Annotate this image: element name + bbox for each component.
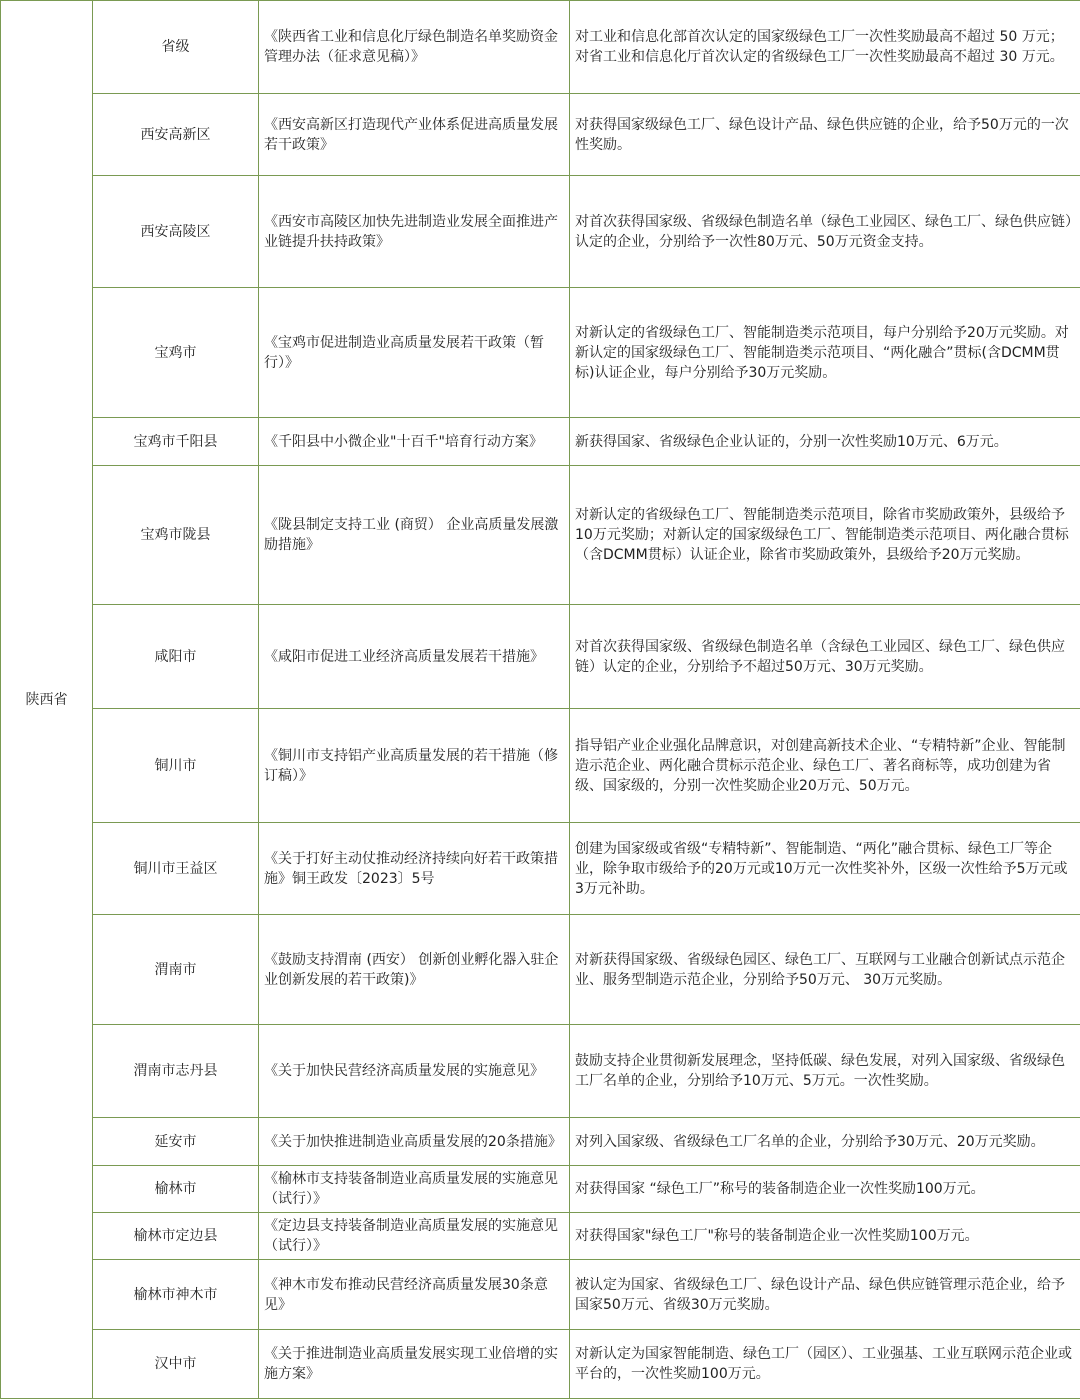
- table-row: [1, 1166, 1080, 1213]
- region-cell: 榆林市: [93, 1166, 259, 1213]
- policy-cell: 《关于推进制造业高质量发展实现工业倍增的实施方案》: [259, 1330, 570, 1399]
- table-row: [1, 1330, 1080, 1399]
- reward-cell: 对新认定为国家智能制造、绿色工厂（园区）、工业强基、工业互联网示范企业或平台的，一次性奖励100万元。: [570, 1330, 1080, 1399]
- table-row: [1, 288, 1080, 418]
- policy-cell: 《千阳县中小微企业"十百千"培育行动方案》: [259, 418, 570, 466]
- reward-cell: 创建为国家级或省级“专精特新”、智能制造、“两化”融合贯标、绿色工厂等企业，除争取市级给予的20万元或10万元一次性奖补外，区级一次性给予5万元或3万元补助。: [570, 823, 1080, 915]
- policy-cell: 《神木市发布推动民营经济高质量发展30条意见》: [259, 1260, 570, 1330]
- region-cell: 宝鸡市千阳县: [93, 418, 259, 466]
- reward-cell: 新获得国家、省级绿色企业认证的，分别一次性奖励10万元、6万元。: [570, 418, 1080, 466]
- reward-cell: 对列入国家级、省级绿色工厂名单的企业，分别给予30万元、20万元奖励。: [570, 1118, 1080, 1166]
- region-cell: 省级: [93, 1, 259, 94]
- reward-cell: 对新认定的省级绿色工厂、智能制造类示范项目，每户分别给予20万元奖励。对新认定的国家级绿色工厂、智能制造类示范项目、“两化融合”贯标(含DCMM贯标)认证企业，每户分别给予30万元奖励。: [570, 288, 1080, 418]
- policy-cell: 《西安市高陵区加快先进制造业发展全面推进产业链提升扶持政策》: [259, 176, 570, 288]
- table-row: [1, 915, 1080, 1025]
- region-cell: 西安高陵区: [93, 176, 259, 288]
- region-cell: 宝鸡市陇县: [93, 466, 259, 605]
- policy-cell: 《咸阳市促进工业经济高质量发展若干措施》: [259, 605, 570, 709]
- policy-cell: 《定边县支持装备制造业高质量发展的实施意见（试行）》: [259, 1213, 570, 1260]
- policy-cell: 《关于打好主动仗推动经济持续向好若干政策措施》铜王政发〔2023〕5号: [259, 823, 570, 915]
- region-cell: 西安高新区: [93, 94, 259, 176]
- table-row: [1, 176, 1080, 288]
- region-cell: 咸阳市: [93, 605, 259, 709]
- reward-cell: 对工业和信息化部首次认定的国家级绿色工厂一次性奖励最高不超过 50 万元；对省工业和信息化厅首次认定的省级绿色工厂一次性奖励最高不超过 30 万元。: [570, 1, 1080, 94]
- reward-cell: 对新获得国家级、省级绿色园区、绿色工厂、互联网与工业融合创新试点示范企业、服务型制造示范企业，分别给予50万元、 30万元奖励。: [570, 915, 1080, 1025]
- reward-cell: 对首次获得国家级、省级绿色制造名单（含绿色工业园区、绿色工厂、绿色供应链）认定的企业，分别给予不超过50万元、30万元奖励。: [570, 605, 1080, 709]
- table-row: [1, 605, 1080, 709]
- policy-cell: 《关于加快推进制造业高质量发展的20条措施》: [259, 1118, 570, 1166]
- table-row: [1, 1260, 1080, 1330]
- region-cell: 铜川市: [93, 709, 259, 823]
- policy-cell: 《铜川市支持铝产业高质量发展的若干措施（修订稿）》: [259, 709, 570, 823]
- table-row: [1, 418, 1080, 466]
- policy-cell: 《陕西省工业和信息化厅绿色制造名单奖励资金管理办法（征求意见稿）》: [259, 1, 570, 94]
- reward-cell: 被认定为国家、省级绿色工厂、绿色设计产品、绿色供应链管理示范企业，给予国家50万元、省级30万元奖励。: [570, 1260, 1080, 1330]
- policy-cell: 《宝鸡市促进制造业高质量发展若干政策（暂行）》: [259, 288, 570, 418]
- reward-cell: 对获得国家级绿色工厂、绿色设计产品、绿色供应链的企业，给予50万元的一次性奖励。: [570, 94, 1080, 176]
- policy-cell: 《西安高新区打造现代产业体系促进高质量发展若干政策》: [259, 94, 570, 176]
- policy-cell: 《榆林市支持装备制造业高质量发展的实施意见（试行）》: [259, 1166, 570, 1213]
- region-cell: 宝鸡市: [93, 288, 259, 418]
- region-cell: 渭南市: [93, 915, 259, 1025]
- table-row: [1, 1118, 1080, 1166]
- reward-cell: 指导铝产业企业强化品牌意识，对创建高新技术企业、“专精特新”企业、智能制造示范企业、两化融合贯标示范企业、绿色工厂、著名商标等，成功创建为省级、国家级的，分别一次性奖励企业20万元、50万元。: [570, 709, 1080, 823]
- region-cell: 汉中市: [93, 1330, 259, 1399]
- policy-cell: 《陇县制定支持工业 (商贸） 企业高质量发展激励措施》: [259, 466, 570, 605]
- table-row: [1, 94, 1080, 176]
- reward-cell: 对获得国家 “绿色工厂”称号的装备制造企业一次性奖励100万元。: [570, 1166, 1080, 1213]
- reward-cell: 对首次获得国家级、省级绿色制造名单（绿色工业园区、绿色工厂、绿色供应链）认定的企业，分别给予一次性80万元、50万元资金支持。: [570, 176, 1080, 288]
- region-cell: 榆林市神木市: [93, 1260, 259, 1330]
- reward-cell: 对获得国家"绿色工厂"称号的装备制造企业一次性奖励100万元。: [570, 1213, 1080, 1260]
- reward-cell: 对新认定的省级绿色工厂、智能制造类示范项目，除省市奖励政策外，县级给予10万元奖励；对新认定的国家级绿色工厂、智能制造类示范项目、两化融合贯标（含DCMM贯标）认证企业，除省市奖励政策外，县级给予20万元奖励。: [570, 466, 1080, 605]
- region-cell: 延安市: [93, 1118, 259, 1166]
- table-row: [1, 823, 1080, 915]
- region-cell: 渭南市志丹县: [93, 1025, 259, 1118]
- reward-cell: 鼓励支持企业贯彻新发展理念，坚持低碳、绿色发展，对列入国家级、省级绿色工厂名单的企业，分别给予10万元、5万元。一次性奖励。: [570, 1025, 1080, 1118]
- table-row: [1, 1213, 1080, 1260]
- province-cell: 陕西省: [1, 1, 93, 1399]
- table-row: [1, 1025, 1080, 1118]
- table-row: [1, 709, 1080, 823]
- policy-cell: 《鼓励支持渭南 (西安） 创新创业孵化器入驻企业创新发展的若干政策)》: [259, 915, 570, 1025]
- table-row: [1, 1, 1080, 94]
- region-cell: 榆林市定边县: [93, 1213, 259, 1260]
- region-cell: 铜川市王益区: [93, 823, 259, 915]
- table-row: [1, 466, 1080, 605]
- policy-cell: 《关于加快民营经济高质量发展的实施意见》: [259, 1025, 570, 1118]
